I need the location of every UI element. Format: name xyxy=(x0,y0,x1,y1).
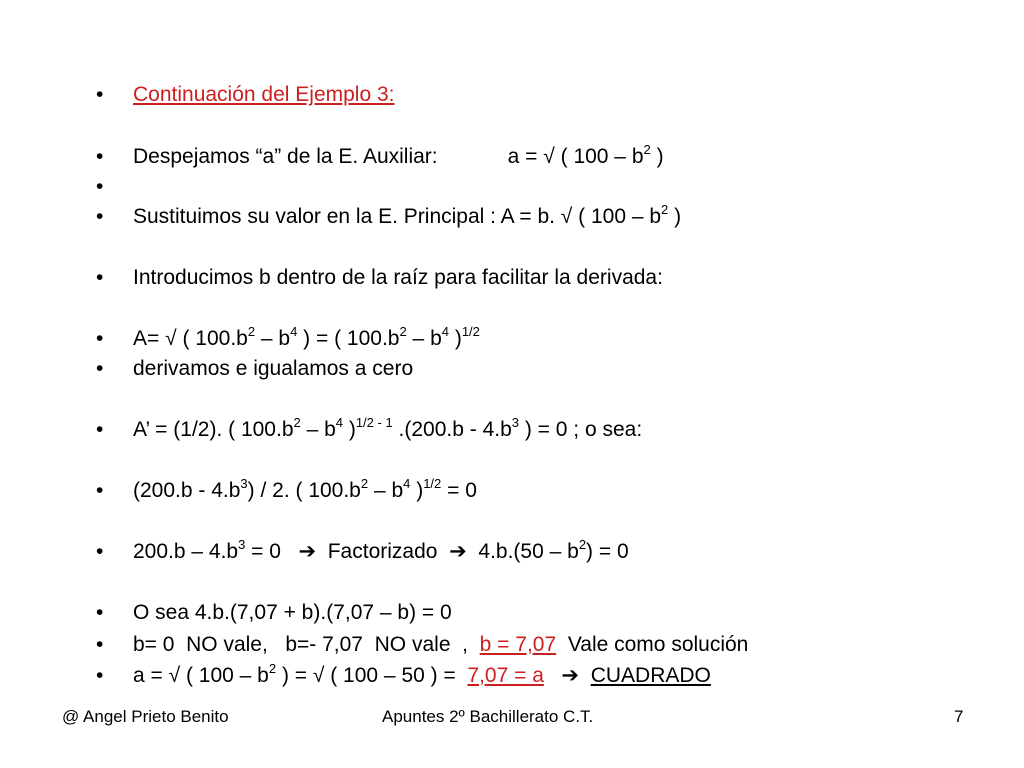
solution-highlight: b = 7,07 xyxy=(479,633,557,656)
bullet-mark: • xyxy=(96,357,104,380)
bullet-mark: • xyxy=(96,479,104,502)
line-text: A= √ ( $100.b^2 - b^4$ ) = ( $100.b^2 - b^4$ )$^{1/2}$ xyxy=(133,324,480,350)
bullet-mark: • xyxy=(96,418,104,441)
bullet-mark: • xyxy=(96,83,104,106)
bullet-mark: • xyxy=(96,664,104,687)
slide-heading: Continuación del Ejemplo 3: xyxy=(133,83,395,106)
arrow-right-icon: ➔ xyxy=(561,664,580,687)
bullet-mark: • xyxy=(96,633,104,656)
result-highlight: 7,07 = a xyxy=(467,664,544,687)
footer-page-number: 7 xyxy=(954,707,964,726)
line-text: b= 0 NO vale, b=- 7,07 NO vale , b = 7,07 Vale como solución xyxy=(133,633,749,656)
bullet-mark: • xyxy=(96,205,104,228)
footer-course: Apuntes 2º Bachillerato C.T. xyxy=(382,707,594,726)
line-text: derivamos e igualamos a cero xyxy=(133,357,414,380)
line-text: A’ = (1/2). ( $100.b^2 - b^4$ )$^{1/2 - 1}$ $.(200.b - 4.b^3$ ) = 0 ; o sea: xyxy=(133,415,643,441)
bullet-mark: • xyxy=(96,601,104,624)
line-text: O sea 4.b.(7,07 + b).(7,07 – b) = 0 xyxy=(133,601,452,624)
line-text: $200.b - 4.b^3 = 0$ ➔ Factorizado ➔ $4.b.(50 - b^2) = 0$ xyxy=(133,537,629,563)
bullet-mark: • xyxy=(96,175,104,198)
bullet-mark: • xyxy=(96,266,104,289)
line-text: Introducimos b dentro de la raíz para facilitar la derivada: xyxy=(133,266,663,289)
footer-author: @ Angel Prieto Benito xyxy=(62,707,229,726)
bullet-mark: • xyxy=(96,540,104,563)
arrow-right-icon: ➔ xyxy=(449,540,467,563)
arrow-right-icon: ➔ xyxy=(298,540,317,563)
bullet-mark: • xyxy=(96,327,104,350)
conclusion-label: CUADRADO xyxy=(590,664,711,687)
line-text: $(200.b - 4.b^3) / 2$. ( $100.b^2 - b^4$ )$^{1/2}$ = 0 xyxy=(133,476,477,502)
line-text: a = √ ( $100 - b^2$ ) = √ ( 100 – 50 ) = 7,07 = a ➔ CUADRADO xyxy=(133,661,711,687)
bullet-mark: • xyxy=(96,145,104,168)
line-text: Despejamos “a” de la E. Auxiliar: a = √ ( $100 - b^2$ ) xyxy=(133,142,664,168)
line-text: Sustituimos su valor en la E. Principal : A = b. √ ( $100 - b^2$ ) xyxy=(133,202,682,228)
